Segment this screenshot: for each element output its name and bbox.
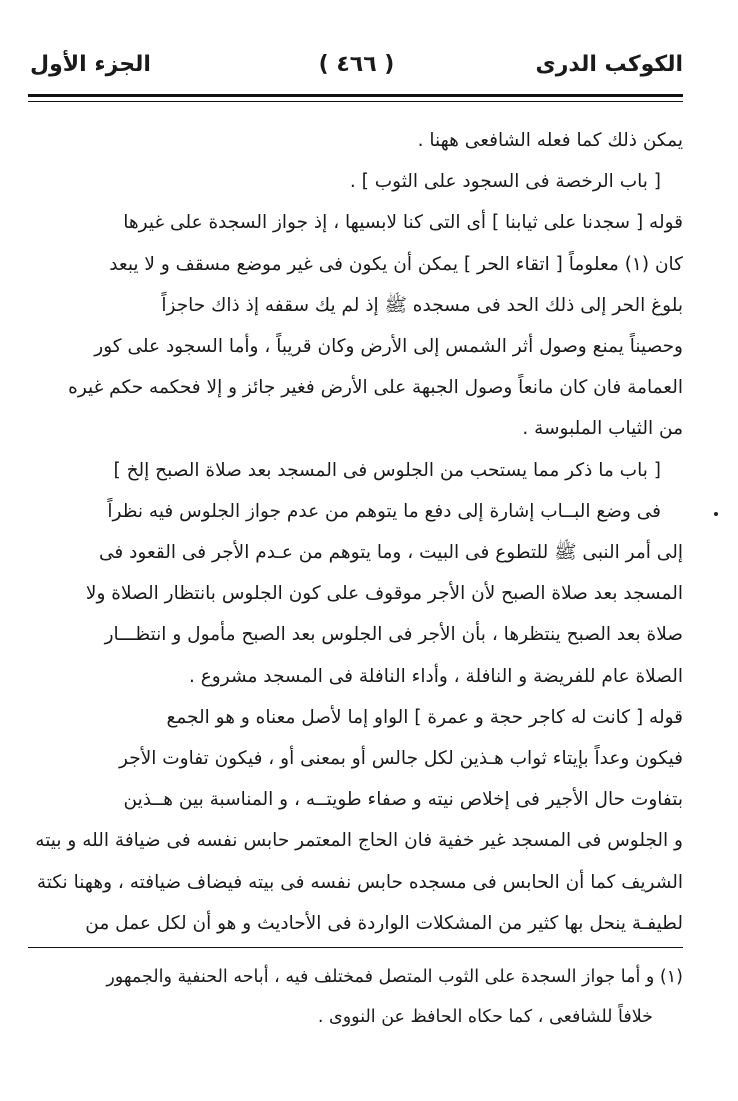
page-number: ( ٤٦٦ ) [318,52,395,77]
footnote-line: (١) و أما جواز السجدة على الثوب المتصل فمختلف فيه ، أباحه الحنفية والجمهور [106,967,683,987]
text-line: لطيفـة ينحل بها كثير من المشكلات الواردة فى الأحاديث و هو أن لكل عمل من [85,912,683,934]
text-line: من الثياب الملبوسة . [522,418,683,440]
text-line: وحصيناً يمنع وصول أثر الشمس إلى الأرض وكان قريباً ، وأما السجود على كور [94,336,683,358]
text-line: فيكون وعداً بإيتاء ثواب هـذين لكل جالس أو بمعنى أو ، فيكون تفاوت الأجر [119,748,683,770]
chapter-heading: [ باب الرخصة فى السجود على الثوب ] . [349,171,661,193]
footnote-line: خلافاً للشافعى ، كما حكاه الحافظ عن النووى . [317,1007,653,1027]
print-speck [714,512,718,516]
text-line: الشريف كما أن الحابس فى مسجده حابس نفسه فى بيته فيضاف ضيافته ، وههنا نكتة [36,871,683,893]
text-line: قوله [ كانت له كاجر حجة و عمرة ] الواو إما لأصل معناه و هو الجمع [166,706,683,728]
footnote-rule [28,947,683,948]
header-rule-thick [28,94,683,97]
text-line: فى وضع البــاب إشارة إلى دفع ما يتوهم من عدم جواز الجلوس فيه نظراً [107,500,661,522]
text-line: قوله [ سجدنا على ثيابنا ] أى التى كنا لابسيها ، إذ جواز السجدة على غيرها [123,212,683,234]
text-line: إلى أمر النبى ﷺ للتطوع فى البيت ، وما يتوهم من عـدم الأجر فى القعود فى [99,542,683,564]
text-line: الصلاة عام للفريضة و النافلة ، وأداء النافلة فى المسجد مشروع . [189,665,683,687]
text-line: بتفاوت حال الأجير فى إخلاص نيته و صفاء طويتــه ، و المناسبة بين هــذين [123,789,683,811]
text-line: كان (١) معلوماً [ اتقاء الحر ] يمكن أن يكون فى غير موضع مسقف و لا يبعد [109,253,683,275]
text-line: و الجلوس فى المسجد غير خفية فان الحاج المعتمر حابس نفسه فى ضيافة الله و بيته [35,830,683,852]
header-rule-thin [28,101,683,102]
volume-label: الجزء الأول [30,52,151,77]
footnote [30,957,683,1037]
page-header [30,52,683,88]
text-line: المسجد بعد صلاة الصبح لأن الأجر موقوف على كون الجلوس بانتظار الصلاة ولا [85,583,683,605]
main-text [30,120,683,944]
text-line: صلاة بعد الصبح ينتظرها ، بأن الأجر فى الجلوس بعد الصبح مأمول و انتظـــار [104,624,683,646]
chapter-heading: [ باب ما ذكر مما يستحب من الجلوس فى المسجد بعد صلاة الصبح إلخ ] [113,459,661,481]
text-line: يمكن ذلك كما فعله الشافعى ههنا . [417,130,683,151]
book-title: الكوكب الدرى [535,52,683,77]
text-line: بلوغ الحر إلى ذلك الحد فى مسجده ﷺ إذ لم يك سقفه إذ ذاك حاجزاً [161,294,683,316]
text-line: العمامة فان كان مانعاً وصول الجبهة على الأرض فغير جائز و إلا فحكمه حكم غيره [68,377,683,399]
